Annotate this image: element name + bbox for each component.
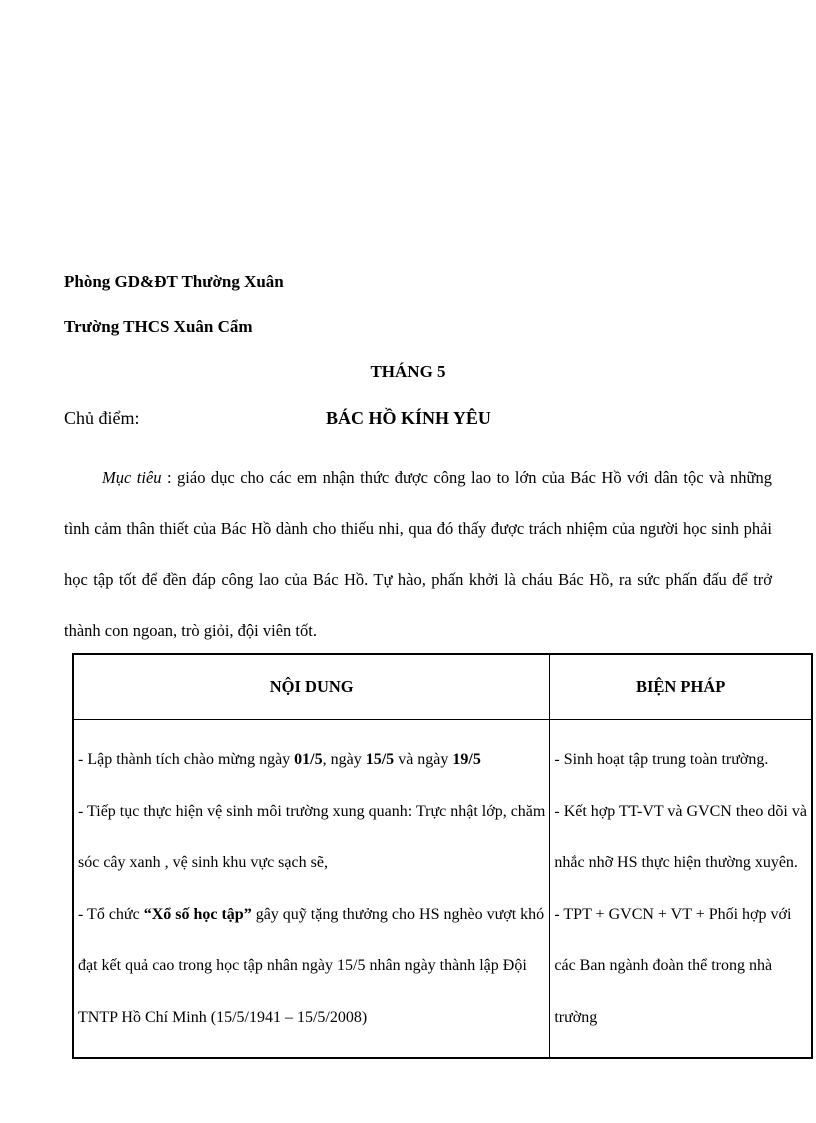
content-item-3-line-2: đạt kết quả cao trong học tập nhân ngày 15/5 nhân ngày thành lập Đội xyxy=(78,957,527,974)
header-content: NỘI DUNG xyxy=(73,654,550,720)
objective-label: Mục tiêu xyxy=(102,468,162,487)
content-cell xyxy=(73,720,550,1059)
table-row xyxy=(73,720,812,1059)
plan-table xyxy=(72,653,813,1059)
department-name: Phòng GD&ĐT Thường Xuân xyxy=(64,272,284,291)
measures-cell xyxy=(550,720,812,1059)
table-header-row xyxy=(73,654,812,720)
measure-line-5: các Ban ngành đoàn thể trong nhà xyxy=(554,957,773,974)
content-item-2-line-1: - Tiếp tục thực hiện vệ sinh môi trường xung quanh: Trực nhật lớp, chăm xyxy=(78,802,546,820)
objective-text: : giáo dục cho các em nhận thức được công lao to lớn của Bác Hồ với dân tộc và những tình cảm thân thiết của Bác Hồ dành cho thiếu nhi, qua đó thấy được trách nhiệm của người học sinh phải học tập tốt để đền đáp công lao của Bác Hồ. Tự hào, phấn khởi là cháu Bác Hồ, ra sức phấn đấu để trở thành con ngoan, trò giỏi, đội viên tốt. xyxy=(64,468,772,640)
content-item-2-line-2: sóc cây xanh , vệ sinh khu vực sạch sẽ, xyxy=(78,854,328,871)
school-name: Trường THCS Xuân Cẩm xyxy=(64,317,253,336)
content-item-1: - Lập thành tích chào mừng ngày 01/5, ngày 15/5 và ngày 19/5 xyxy=(78,751,481,768)
measure-line-4: - TPT + GVCN + VT + Phối hợp với xyxy=(554,905,792,923)
measure-line-2: - Kết hợp TT-VT và GVCN theo dõi và xyxy=(554,802,807,820)
measure-line-6: trường xyxy=(554,1008,598,1026)
measure-line-3: nhắc nhỡ HS thực hiện thường xuyên. xyxy=(554,854,798,871)
topic-label: Chủ điểm: xyxy=(64,408,140,428)
content-item-3-line-1: - Tổ chức “Xổ số học tập” gây quỹ tặng thưởng cho HS nghèo vượt khó xyxy=(78,905,545,923)
objective-paragraph xyxy=(64,452,772,656)
content-item-3-line-3: TNTP Hồ Chí Minh (15/5/1941 – 15/5/2008) xyxy=(78,1008,368,1026)
month-title: THÁNG 5 xyxy=(370,362,446,381)
header-measures: BIỆN PHÁP xyxy=(550,654,812,720)
topic-value: BÁC HỒ KÍNH YÊU xyxy=(326,408,491,428)
measure-line-1: - Sinh hoạt tập trung toàn trường. xyxy=(554,751,769,768)
